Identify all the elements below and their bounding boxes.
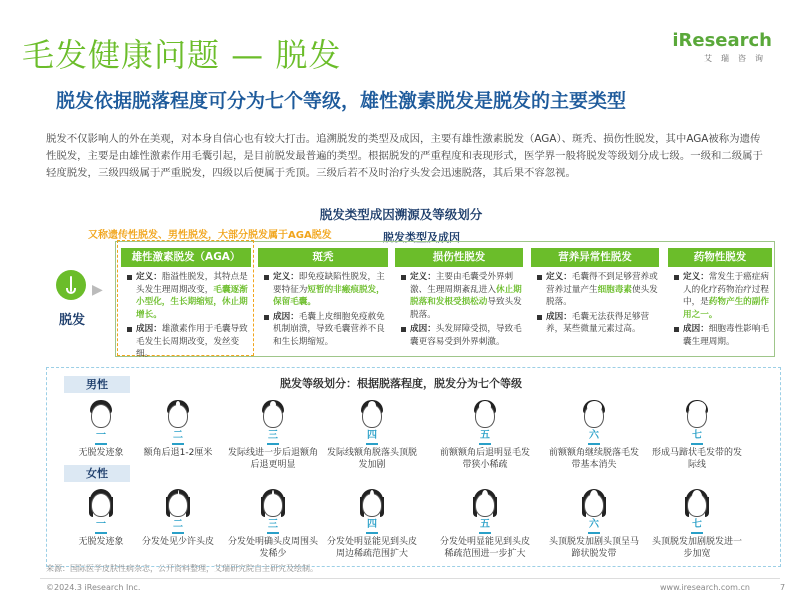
type-cause xyxy=(674,323,772,348)
grade-number: 五 xyxy=(480,430,490,441)
grade-stage xyxy=(436,487,534,560)
grade-description: 分发处明显能见到头皮稀疏范围进一步扩大 xyxy=(439,537,530,559)
definition-text: 主要由毛囊受外界刺激、生理周期紊乱进入 xyxy=(410,272,514,295)
footer-divider xyxy=(40,578,780,579)
grade-number: 七 xyxy=(692,519,702,530)
grade-description: 头顶脱发加剧头顶呈马蹄状脱发带 xyxy=(548,537,639,559)
definition-highlight: 休止期脱落和发根受损松动 xyxy=(410,284,522,307)
grade-underline xyxy=(172,443,184,445)
type-definition xyxy=(537,271,659,309)
grade-underline xyxy=(479,532,491,534)
head-illustration-icon xyxy=(580,398,608,428)
grade-stage xyxy=(648,398,746,471)
type-heading: 斑秃 xyxy=(258,248,388,267)
cause-label: 成因： xyxy=(136,324,162,334)
head-illustration-icon xyxy=(358,398,386,428)
grade-number: 四 xyxy=(367,519,377,530)
grade-underline xyxy=(588,443,600,445)
grade-number: 三 xyxy=(268,519,278,530)
grade-description: 无脱发迹象 xyxy=(78,537,124,547)
grade-underline xyxy=(691,532,703,534)
grade-stage xyxy=(323,487,421,560)
cause-label: 成因： xyxy=(273,311,299,322)
grade-number: 二 xyxy=(173,519,183,530)
page-title: 毛发健康问题 — 脱发 xyxy=(22,36,342,74)
grade-number: 四 xyxy=(367,430,377,441)
grade-stage xyxy=(323,398,421,471)
definition-label: 定义： xyxy=(546,272,572,282)
head-illustration-icon xyxy=(683,487,711,517)
female-badge: 女性 xyxy=(64,465,130,482)
definition-text: 常发生于癌症病人的化疗药物治疗过程中，是 xyxy=(683,272,769,307)
cause-label: 成因： xyxy=(410,324,436,334)
grade-underline xyxy=(366,443,378,445)
definition-label: 定义： xyxy=(410,272,436,282)
type-body xyxy=(668,271,772,348)
type-definition xyxy=(674,271,772,321)
type-column xyxy=(395,248,523,350)
grade-number: 二 xyxy=(173,430,183,441)
grade-stage xyxy=(129,487,227,548)
type-cause xyxy=(264,311,388,349)
type-definition xyxy=(127,271,251,321)
type-cause xyxy=(401,323,523,348)
definition-tail: 使头发脱落。 xyxy=(546,284,658,307)
brand-logo xyxy=(672,30,772,64)
type-heading: 雄性激素脱发（AGA） xyxy=(121,248,251,267)
definition-tail: 导致头发脱落。 xyxy=(410,297,522,320)
grade-stage xyxy=(545,398,643,471)
grade-underline xyxy=(267,532,279,534)
cause-label: 成因： xyxy=(546,311,572,322)
grade-description: 分发处见少许头皮 xyxy=(141,537,214,547)
type-body xyxy=(121,271,251,361)
grade-description: 分发处明显能见到头皮周边稀疏范围扩大 xyxy=(326,537,417,559)
grade-description: 无脱发迹象 xyxy=(78,448,124,458)
type-heading: 损伤性脱发 xyxy=(395,248,523,267)
grade-description: 分发处明确头皮周围头发稀少 xyxy=(227,537,318,559)
definition-highlight: 药物产生的副作用之一。 xyxy=(683,297,769,320)
page-subtitle: 脱发依据脱落程度可分为七个等级，雄性激素脱发是脱发的主要类型 xyxy=(56,90,627,112)
type-heading: 药物性脱发 xyxy=(668,248,772,267)
definition-text: 即免疫缺陷性脱发，主要特征为 xyxy=(273,272,385,295)
grade-description: 发际线进一步后退额角后退更明显 xyxy=(227,448,318,470)
head-illustration-icon xyxy=(683,398,711,428)
grade-number: 五 xyxy=(480,519,490,530)
logo-subtext: 艾瑞咨询 xyxy=(704,54,772,63)
cause-text: 细胞毒性影响毛囊生理周期。 xyxy=(683,324,769,347)
source-note: 来源：国际医学皮肤性病杂志，公开资料整理，艾瑞研究院自主研究及绘制。 xyxy=(46,564,318,573)
grade-stage xyxy=(436,398,534,471)
grade-number: 一 xyxy=(96,519,106,530)
type-definition xyxy=(401,271,523,321)
grade-underline xyxy=(588,532,600,534)
head-illustration-icon xyxy=(259,487,287,517)
definition-highlight: 细胞毒素 xyxy=(597,284,632,295)
grade-number: 一 xyxy=(96,430,106,441)
page-number: 7 xyxy=(780,583,786,592)
head-illustration-icon xyxy=(259,398,287,428)
grade-description: 头顶脱发加剧脱发进一步加宽 xyxy=(651,537,742,559)
cause-text: 雄激素作用于毛囊导致毛发生长周期改变，发丝变细。 xyxy=(136,324,248,359)
type-definition xyxy=(264,271,388,309)
head-illustration-icon xyxy=(87,487,115,517)
grade-description: 形成马蹄状毛发带的发际线 xyxy=(651,448,742,470)
grade-underline xyxy=(479,443,491,445)
grade-stage xyxy=(545,487,643,560)
grade-stage xyxy=(224,487,322,560)
type-cause xyxy=(127,323,251,361)
copyright: ©2024.3 iResearch Inc. xyxy=(46,583,141,592)
grade-underline xyxy=(172,532,184,534)
grade-underline xyxy=(691,443,703,445)
type-column xyxy=(668,248,772,350)
definition-label: 定义： xyxy=(683,272,709,282)
definition-text: 脂溢性脱发，其特点是头发生理周期改变， xyxy=(136,272,248,295)
cause-text: 毛囊无法获得足够营养，某些微量元素过高。 xyxy=(546,311,650,334)
grade-stage xyxy=(648,487,746,560)
male-badge: 男性 xyxy=(64,376,130,393)
type-body xyxy=(258,271,388,348)
grade-number: 七 xyxy=(692,430,702,441)
grade-description: 发际线额角脱落头顶脱发加剧 xyxy=(326,448,417,470)
type-heading: 营养异常性脱发 xyxy=(531,248,659,267)
definition-highlight: 毛囊逐渐小型化，生长期缩短，休止期增长。 xyxy=(136,284,248,320)
grade-description: 前额额角后退明显毛发带狭小稀疏 xyxy=(439,448,530,470)
definition-text: 毛囊得不到足够营养或营养过量产生 xyxy=(546,272,658,295)
definition-label: 定义： xyxy=(136,272,162,282)
intro-paragraph: 脱发不仅影响人的外在美观，对本身自信心也有较大打击。追溯脱发的类型及成因，主要有雄性激素脱发（AGA）、斑秃、损伤性脱发，其中AGA被称为遗传性脱发，主要是由雄性激素作用毛囊引起，是目前脱发最普遍的类型。根据脱发的严重程度和表现形式，医学界一般将脱发等级划分成七级。一级和二级属于轻度脱发，三级四级属于严重脱发，四级以后便属于秃顶。三级后若不及时治疗头发会迅速脱落，其后果不容忽视。 xyxy=(46,133,763,179)
type-cause xyxy=(537,311,659,336)
types-title: 脱发类型及成因 xyxy=(383,231,460,244)
grade-underline xyxy=(95,443,107,445)
grade-number: 六 xyxy=(589,430,599,441)
grade-underline xyxy=(366,532,378,534)
grade-stage xyxy=(224,398,322,471)
head-illustration-icon xyxy=(87,398,115,428)
side-label: 脱发 xyxy=(59,313,86,328)
hair-follicle-icon xyxy=(56,270,86,300)
type-column xyxy=(121,248,251,363)
grades-title: 脱发等级划分：根据脱落程度，脱发分为七个等级 xyxy=(280,377,522,390)
head-illustration-icon xyxy=(164,398,192,428)
grade-description: 前额额角继续脱落毛发带基本消失 xyxy=(548,448,639,470)
head-illustration-icon xyxy=(164,487,192,517)
grade-underline xyxy=(267,443,279,445)
cause-label: 成因： xyxy=(683,324,709,334)
logo-text: iResearch xyxy=(672,30,772,51)
grade-description: 额角后退1-2厘米 xyxy=(143,448,213,458)
website: www.iresearch.com.cn xyxy=(660,583,750,592)
definition-highlight: 短暂的非瘢痕脱发，保留毛囊。 xyxy=(273,284,385,307)
definition-label: 定义： xyxy=(273,272,299,282)
cause-text: 毛囊上皮细胞免疫赦免机制崩溃，导致毛囊营养不良和生长期缩短。 xyxy=(273,311,385,347)
type-body xyxy=(531,271,659,336)
type-column xyxy=(531,248,659,338)
grade-stage xyxy=(129,398,227,459)
type-body xyxy=(395,271,523,348)
head-illustration-icon xyxy=(358,487,386,517)
head-illustration-icon xyxy=(580,487,608,517)
type-column xyxy=(258,248,388,350)
chart-title: 脱发类型成因溯源及等级划分 xyxy=(319,207,483,222)
cause-text: 头发屏障受损，导致毛囊更容易受到外界刺激。 xyxy=(410,324,522,347)
grade-underline xyxy=(95,532,107,534)
grade-number: 六 xyxy=(589,519,599,530)
arrow-right-icon: ▶ xyxy=(92,282,103,298)
head-illustration-icon xyxy=(471,487,499,517)
head-illustration-icon xyxy=(471,398,499,428)
grade-number: 三 xyxy=(268,430,278,441)
aga-note: 又称遗传性脱发、男性脱发，大部分脱发属于AGA脱发 xyxy=(88,230,332,241)
